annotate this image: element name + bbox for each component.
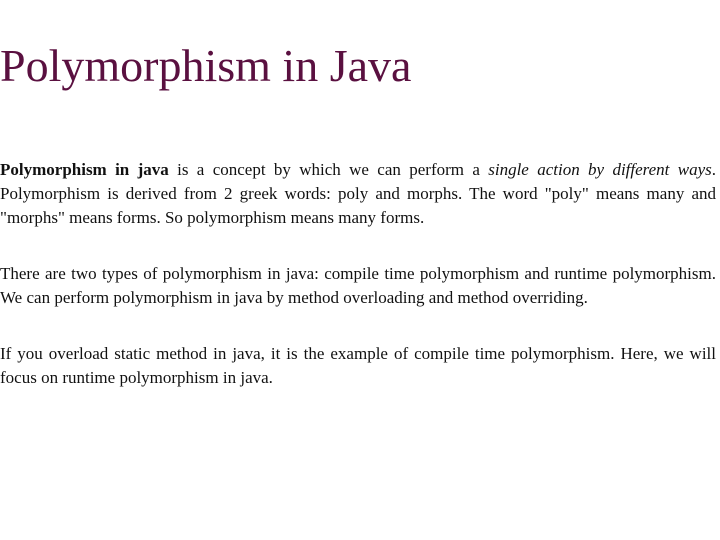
paragraph-definition xyxy=(0,158,716,230)
paragraph-types: There are two types of polymorphism in java: compile time polymorphism and runtime polymorphism. We can perform polymorphism in java by method overloading and method overriding. xyxy=(0,264,716,307)
slide-title: Polymorphism in Java xyxy=(0,40,412,91)
bold-lead-term: Polymorphism in java xyxy=(0,160,169,179)
paragraph-static-overload: If you overload static method in java, it is the example of compile time polymorphism. Here, we will focus on runtime polymorphism in java. xyxy=(0,344,716,387)
paragraph-text: . Polymorphism is derived from 2 greek words: poly and morphs. The word "poly" means many and "morphs" means forms. So polymorphism means many forms. xyxy=(0,160,717,227)
slide-body xyxy=(0,158,716,422)
paragraph-text: is a concept by which we can perform a xyxy=(168,160,489,179)
italic-phrase: single action by different ways xyxy=(488,160,712,179)
